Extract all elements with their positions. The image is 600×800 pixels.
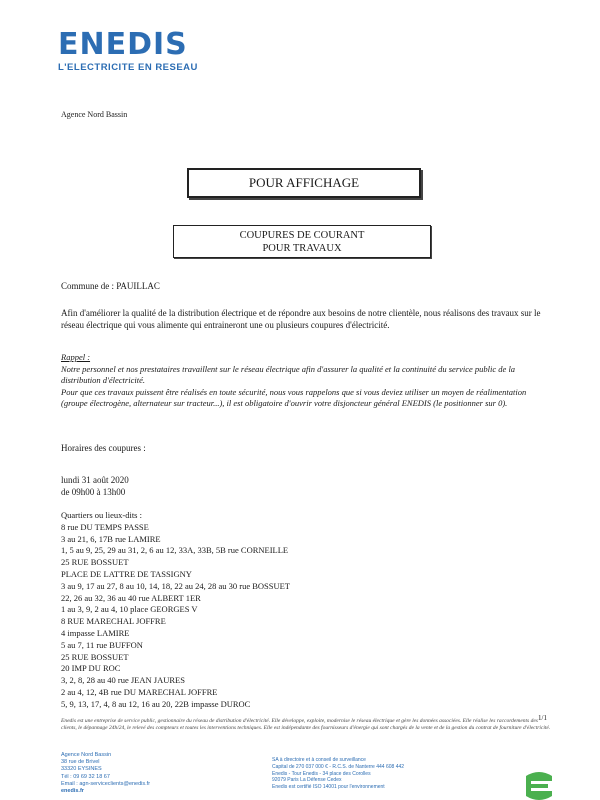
address-line: 1, 5 au 9, 25, 29 au 31, 2, 6 au 12, 33A, 33B, 5B rue CORNEILLE [61,545,289,556]
subtitle-line-1: COUPURES DE COURANT [239,230,365,241]
footer-agency: Agence Nord Bassin [61,752,112,758]
footer-company-line: Enedis est certifié ISO 14001 pour l'environnement [272,784,385,791]
address-line: 1 au 3, 9, 2 au 4, 10 place GEORGES V [61,604,198,615]
address-line: 25 RUE BOSSUET [61,651,129,662]
footer-company-info [272,757,404,791]
address-line: 3 au 21, 6, 17B rue LAMIRE [61,533,161,544]
rappel-paragraph-2: Pour que ces travaux puissent être réalisés en toute sécurité, nous vous rappelons que si vous deviez utiliser un moyen de réalimentation (groupe électrogène, alternateur sur tracteur...), il est obligatoire d'ouvrir votre disjoncteur général ENEDIS (le positionner sur 0). [61,386,527,408]
footer-company-line: 92079 Paris La Défense Cedex [272,777,342,784]
address-line: PLACE DE LATTRE DE TASSIGNY [61,568,192,579]
footer-city: 33320 EYSINES [61,766,102,773]
schedule-date: lundi 31 août 2020 [61,475,129,485]
address-line: 5, 9, 13, 17, 4, 8 au 12, 16 au 20, 22B impasse DUROC [61,698,251,709]
footer-street: 38 rue de Brivel [61,759,100,766]
address-line: 25 RUE BOSSUET [61,557,129,568]
subtitle-box [173,225,431,258]
address-line: 5 au 7, 11 rue BUFFON [61,639,143,650]
subtitle-line-2: POUR TRAVAUX [262,243,342,254]
footer-company-line: Capital de 270 037 000 € - R.C.S. de Nanterre 444 608 442 [272,763,405,770]
footer-company-line: Enedis - Tour Enedis - 34 place des Corolles [272,770,371,777]
rappel-paragraph-1: Notre personnel et nos prestataires travaillent sur le réseau électrique afin d'assurer la qualité et la continuité du service public de la distribution d'électricité. [61,363,516,385]
schedule-time: de 09h00 à 13h00 [61,486,126,497]
quartiers-label: Quartiers ou lieux-dits : [61,510,142,520]
footer-company-line: SA à directoire et à conseil de surveillance [272,757,366,763]
footer-website: enedis.fr [61,788,84,795]
commune: Commune de : PAUILLAC [61,281,160,291]
horaires-label: Horaires des coupures : [61,443,146,453]
address-line: 20 IMP DU ROC [61,663,121,674]
title-box: POUR AFFICHAGE [187,168,421,198]
address-line: 2 au 4, 12, 4B rue DU MARECHAL JOFFRE [61,686,218,697]
intro-paragraph: Afin d'améliorer la qualité de la distribution électrique et de répondre aux besoins de notre clientèle, nous réalisons des travaux sur le réseau électrique qui vous alimente qui entraineront une ou plusieurs coupures d'électricité. [61,308,541,330]
address-line: 3 au 9, 17 au 27, 8 au 10, 14, 18, 22 au 24, 28 au 30 rue BOSSUET [61,580,291,591]
enedis-logo [58,27,198,73]
address-line: 8 RUE MARECHAL JOFFRE [61,616,166,627]
address-line: 4 impasse LAMIRE [61,627,130,638]
agency-name: Agence Nord Bassin [61,110,128,119]
footer-email: Email : agn-serviceclients@enedis.fr [61,780,151,787]
address-line: 22, 26 au 32, 36 au 40 rue ALBERT 1ER [61,592,201,603]
brand-name: ENEDIS [58,27,188,62]
address-line: 3, 2, 8, 28 au 40 rue JEAN JAURES [61,675,185,686]
rappel-section [61,352,551,410]
quartiers-section [61,510,290,711]
footer-contact [61,752,150,795]
enedis-corner-logo-icon [522,770,556,800]
page-number: 1/1 [538,714,547,722]
address-line: 8 rue DU TEMPS PASSE [61,521,149,532]
rappel-title: Rappel : [61,352,91,362]
brand-tagline: L'ELECTRICITE EN RESEAU [58,62,198,73]
schedule [61,475,129,498]
footer-phone: Tél : 09 69 32 18 67 [61,773,110,780]
footer-legal-note: Enedis est une entreprise de service public, gestionnaire du réseau de distribution d'électricité. Elle développe, exploite, modernise le réseau électrique et gère les données associées. Elle réalise les raccordements des clients, le dépannage 24h/24, le relevé des compteurs et toutes les interventions techniques. Elle est indépendante des fournisseurs d'énergie qui sont chargés de la vente et de la gestion du contrat de fourniture d'électricité. [61,718,551,731]
